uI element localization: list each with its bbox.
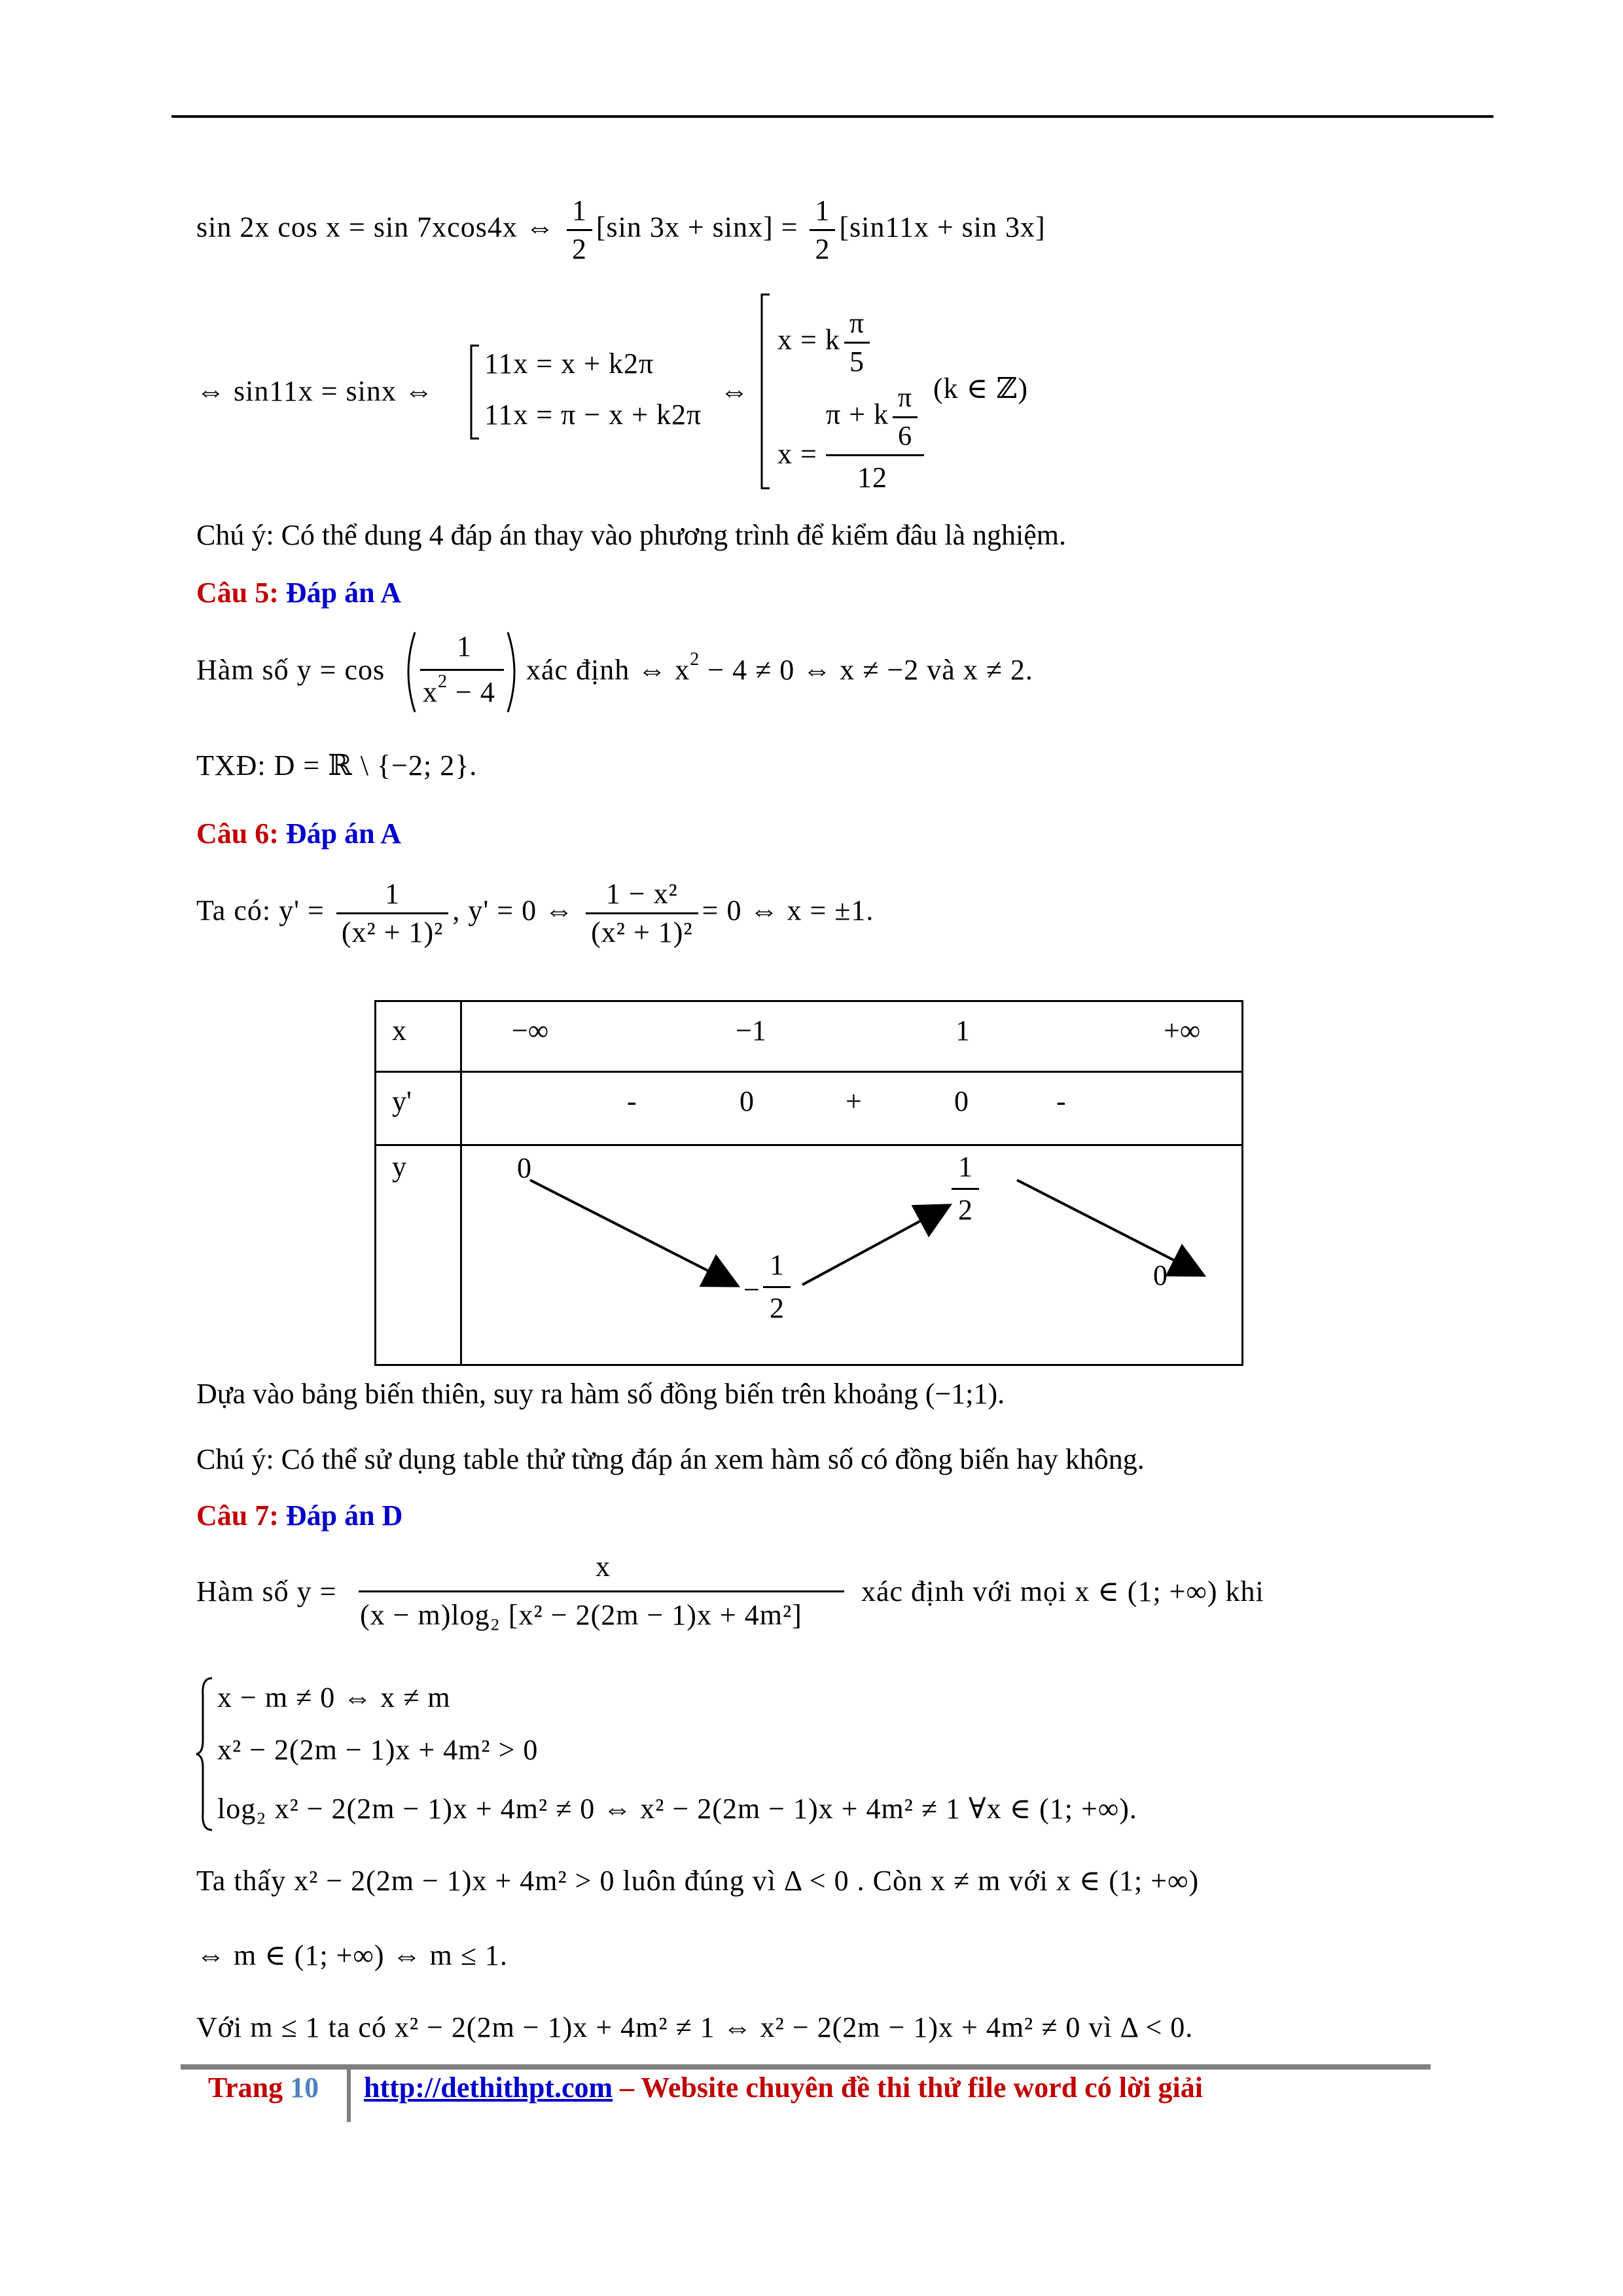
footer-tagline: – Website chuyên đề thi thử file word có lời giải xyxy=(613,2072,1203,2104)
header-rule xyxy=(171,115,1493,118)
arrow-down-1 xyxy=(530,1180,736,1285)
q6-frac-2 xyxy=(586,877,698,950)
row-yprime-label: y' xyxy=(376,1072,461,1145)
eq2-case-2: 11x = π − x + k2π xyxy=(484,399,702,431)
eq1-fraction-2 xyxy=(810,194,835,266)
eq1-bracket-2: [sin11x + sin 3x] xyxy=(839,211,1046,243)
eq2-s2-fraction-bar xyxy=(826,454,924,456)
eq2-lhs: ⇔ sin11x = sinx ⇔ xyxy=(196,375,434,407)
y-min-sign: − xyxy=(743,1274,760,1306)
q7-answer: Đáp án D xyxy=(285,1499,403,1532)
y-min-num: 1 xyxy=(770,1249,784,1281)
eq2-condition: (k ∈ ℤ) xyxy=(933,372,1028,404)
q7-line-2: xác định với mọi x ∈ (1; +∞) khi xyxy=(861,1575,1264,1607)
q6-f1-num: 1 xyxy=(336,877,449,914)
q5-den-base: x xyxy=(423,676,438,708)
q6-f2-den: (x² + 1)² xyxy=(591,916,693,948)
q5-domain: TXĐ: D = ℝ \ {−2; 2}. xyxy=(196,749,478,781)
q6-answer: Đáp án A xyxy=(285,817,401,850)
s2-inner-fraction xyxy=(893,381,918,454)
row-x-label: x xyxy=(376,1001,461,1072)
eq1-lhs: sin 2x cos x = sin 7xcos4x ⇔ xyxy=(196,211,555,243)
eq2-iff: ⇔ xyxy=(720,375,749,407)
yp-zero-1: 0 xyxy=(740,1085,754,1117)
footer-text xyxy=(364,2071,1203,2104)
q6-frac-1 xyxy=(336,877,449,950)
q5-den-tail: − 4 xyxy=(448,676,495,708)
q6-tail: = 0 ⇔ x = ±1. xyxy=(702,894,874,927)
eq2-bracket-1 xyxy=(469,343,482,441)
q6-label: Câu 6: xyxy=(196,817,279,850)
q5-paren-right xyxy=(505,630,522,715)
q5-frac-num: 1 xyxy=(457,630,472,662)
row-x-values xyxy=(461,1001,1243,1072)
yp-sign-2: + xyxy=(846,1085,862,1117)
q5-line-a: Hàm số y = cos xyxy=(196,654,385,686)
footer-page xyxy=(208,2071,319,2104)
q5-heading xyxy=(196,576,401,609)
y-max-den: 2 xyxy=(958,1194,972,1226)
s2-pi: π xyxy=(893,381,918,418)
eq2-case-1: 11x = x + k2π xyxy=(484,348,654,380)
equation-line-2-lhs xyxy=(196,373,434,410)
x-neg-one: −1 xyxy=(736,1014,766,1047)
q5-line-b-exp: 2 xyxy=(690,649,700,670)
q5-frac-den xyxy=(423,674,495,711)
q7-line-3: Ta thấy x² − 2(2m − 1)x + 4m² > 0 luôn đúng vì Δ < 0 . Còn x ≠ m với x ∈ (1; +∞) xyxy=(196,1865,1200,1897)
q6-taco: Ta có: y' = xyxy=(196,894,325,927)
eq1-f1-num: 1 xyxy=(567,194,592,231)
footer-rule xyxy=(181,2064,1431,2070)
q5-frac-bar xyxy=(420,669,504,671)
variation-arrows xyxy=(462,1146,1254,1362)
q6-derivative xyxy=(196,877,874,950)
yp-sign-1: - xyxy=(627,1085,637,1117)
q7-frac-bar xyxy=(359,1590,844,1592)
equation-line-1 xyxy=(196,194,1046,266)
variation-table xyxy=(374,1000,1243,1366)
eq2-solution-1 xyxy=(777,306,874,379)
q5-den-exp: 2 xyxy=(438,672,448,692)
arrow-down-2 xyxy=(1017,1180,1202,1274)
s1-lhs: x = k xyxy=(777,323,840,356)
eq1-f1-den: 2 xyxy=(571,233,587,265)
q7-line-1: Hàm số y = xyxy=(196,1575,337,1607)
q5-line-b: xác định ⇔ x xyxy=(526,654,690,686)
q5-paren-left xyxy=(401,630,418,715)
s2-six: 6 xyxy=(898,422,913,452)
s2-num-a: π + k xyxy=(826,398,889,431)
footer-page-number: 10 xyxy=(290,2072,319,2104)
q7-system-1: x − m ≠ 0 ⇔ x ≠ m xyxy=(217,1681,451,1713)
y-start-value: 0 xyxy=(517,1152,531,1184)
q5-line-1 xyxy=(196,652,385,689)
eq2-s2-numerator xyxy=(826,381,921,454)
footer-trang: Trang xyxy=(208,2072,283,2104)
q7-line-4: ⇔ m ∈ (1; +∞) ⇔ m ≤ 1. xyxy=(196,1939,508,1971)
q6-f2-num: 1 − x² xyxy=(586,877,698,914)
row-y-values xyxy=(461,1145,1243,1365)
q6-conclusion: Dựa vào bảng biến thiên, suy ra hàm số đồng biến trên khoảng (−1;1). xyxy=(196,1378,1005,1410)
q7-heading xyxy=(196,1499,402,1532)
note-1: Chú ý: Có thể dung 4 đáp án thay vào phương trình để kiểm đâu là nghiệm. xyxy=(196,519,1067,551)
row-yprime-values xyxy=(461,1072,1243,1145)
eq2-s2-denominator: 12 xyxy=(857,461,887,493)
q7-line-5: Với m ≤ 1 ta có x² − 2(2m − 1)x + 4m² ≠ 1 ⇔ x² − 2(2m − 1)x + 4m² ≠ 0 vì Δ < 0. xyxy=(196,2011,1194,2043)
y-min-den: 2 xyxy=(770,1292,784,1324)
q5-line-2 xyxy=(526,649,1033,689)
eq1-f2-num: 1 xyxy=(810,194,835,231)
q7-system-2: x² − 2(2m − 1)x + 4m² > 0 xyxy=(217,1734,539,1766)
q6-heading xyxy=(196,817,401,850)
q6-f1-den: (x² + 1)² xyxy=(341,916,444,948)
q5-label: Câu 5: xyxy=(196,577,279,609)
s1-den: 5 xyxy=(849,346,865,378)
y-end-value: 0 xyxy=(1153,1259,1168,1291)
yp-sign-3: - xyxy=(1056,1085,1066,1117)
q7-label: Câu 7: xyxy=(196,1499,279,1532)
eq2-bracket-2 xyxy=(759,292,772,491)
arrow-up xyxy=(802,1206,948,1285)
q6-note: Chú ý: Có thể sử dụng table thử từng đáp án xem hàm số có đồng biến hay không. xyxy=(196,1443,1145,1475)
row-y-label: y xyxy=(376,1145,461,1365)
s1-num: π xyxy=(844,306,870,344)
footer-divider xyxy=(347,2070,351,2122)
x-neg-inf: −∞ xyxy=(512,1014,549,1047)
s1-fraction xyxy=(844,306,870,379)
y-max-num: 1 xyxy=(958,1151,972,1183)
footer-link[interactable]: http://dethithpt.com xyxy=(364,2072,613,2104)
q5-answer: Đáp án A xyxy=(285,577,401,609)
x-one: 1 xyxy=(955,1014,970,1047)
q5-line-c: − 4 ≠ 0 ⇔ x ≠ −2 và x ≠ 2. xyxy=(700,654,1033,686)
q7-frac-den: (x − m)log₂ [x² − 2(2m − 1)x + 4m²] xyxy=(360,1599,802,1631)
eq1-f2-den: 2 xyxy=(815,233,830,265)
yp-zero-2: 0 xyxy=(954,1085,969,1117)
x-pos-inf: +∞ xyxy=(1164,1014,1201,1047)
eq1-fraction-1 xyxy=(567,194,592,266)
eq2-s2-lhs: x = xyxy=(777,438,817,470)
q7-system-3: log₂ x² − 2(2m − 1)x + 4m² ≠ 0 ⇔ x² − 2(2m − 1)x + 4m² ≠ 1 ∀x ∈ (1; +∞). xyxy=(217,1793,1137,1825)
q6-mid: , y' = 0 ⇔ xyxy=(452,894,575,927)
eq1-bracket-1: [sin 3x + sinx] = xyxy=(596,211,798,243)
q7-system-brace xyxy=(195,1676,215,1833)
q7-frac-num: x xyxy=(596,1551,611,1583)
